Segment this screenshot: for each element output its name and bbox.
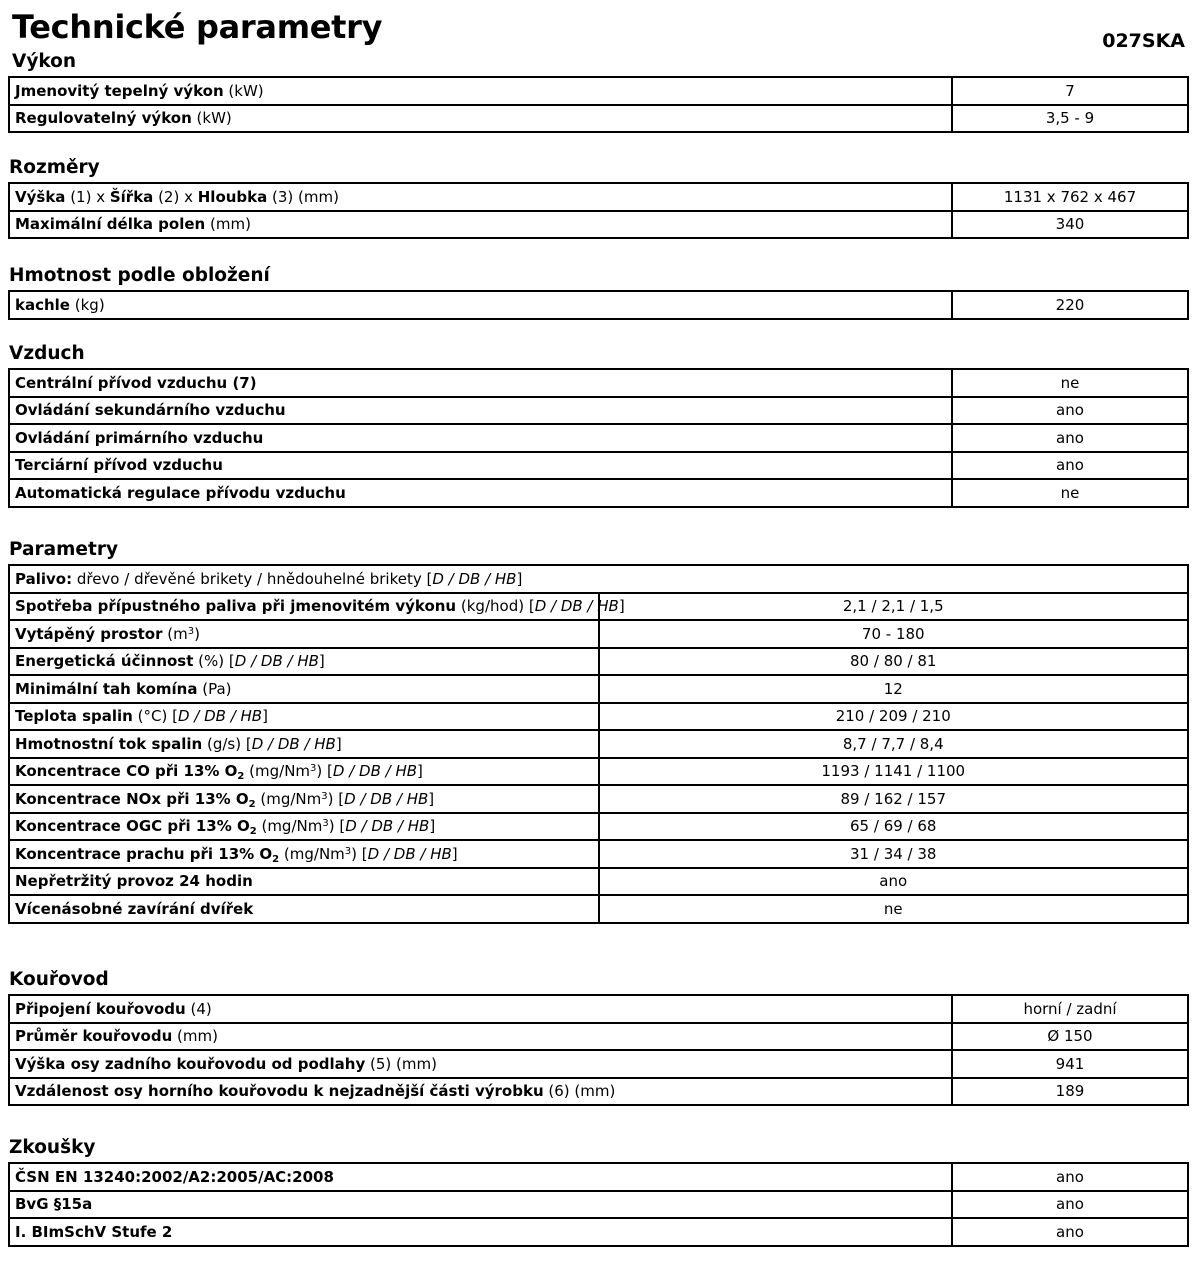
- parameter-value: ano: [599, 868, 1189, 896]
- label-segment: Koncentrace CO při 13% O: [15, 762, 238, 781]
- label-segment: D / DB / HB: [251, 734, 336, 753]
- table-row: [9, 452, 1188, 480]
- label-segment: Automatická regulace přívodu vzduchu: [15, 483, 346, 502]
- parameter-value: 8,7 / 7,7 / 8,4: [599, 730, 1189, 758]
- page-title: Technické parametry: [12, 8, 383, 46]
- model-code: 027SKA: [1102, 30, 1185, 52]
- table-row: [9, 813, 1188, 841]
- parameter-label: [9, 703, 599, 731]
- table-row: [9, 1218, 1188, 1246]
- parameter-label: [9, 1078, 952, 1106]
- parameter-label: [9, 648, 599, 676]
- label-segment: ): [194, 624, 200, 643]
- label-segment: (3) (mm): [267, 187, 339, 206]
- label-segment: Jmenovitý tepelný výkon: [15, 81, 224, 100]
- section: [8, 1134, 1189, 1247]
- table-row: [9, 291, 1188, 319]
- section: [8, 48, 1189, 133]
- label-segment: Spotřeba přípustného paliva při jmenovitém výkonu: [15, 597, 457, 616]
- parameter-value: 7: [952, 77, 1188, 105]
- label-segment: (mg/Nm: [256, 817, 323, 836]
- parameter-value: ano: [952, 1191, 1188, 1219]
- parameter-value: ano: [952, 452, 1188, 480]
- label-segment: (°C) [: [132, 707, 178, 726]
- label-segment: (m: [162, 624, 188, 643]
- table-row: [9, 840, 1188, 868]
- label-segment: 2: [272, 853, 280, 865]
- table-row: [9, 397, 1188, 425]
- label-segment: dřevo / dřevěné brikety / hnědouhelné brikety [: [72, 569, 433, 588]
- parameter-label: [9, 593, 625, 621]
- label-segment: Palivo:: [15, 569, 73, 588]
- section: [8, 966, 1189, 1106]
- table-row: [9, 1191, 1188, 1219]
- parameter-label: [9, 452, 952, 480]
- parameters-table: [8, 994, 1189, 1106]
- label-segment: Ovládání sekundárního vzduchu: [15, 401, 286, 420]
- label-segment: Minimální tah komína: [15, 679, 198, 698]
- parameter-label: [9, 620, 599, 648]
- table-row: [9, 995, 1188, 1023]
- table-row: [9, 77, 1188, 105]
- label-segment: kachle: [15, 295, 70, 314]
- table-row: [9, 479, 1188, 507]
- parameter-value: ano: [952, 424, 1188, 452]
- parameter-value: 1131 x 762 x 467: [952, 183, 1188, 211]
- parameter-label: [9, 211, 952, 239]
- parameter-label: [9, 565, 1188, 593]
- label-segment: 3: [321, 790, 328, 802]
- parameters-table: [8, 290, 1189, 320]
- parameter-value: ne: [952, 479, 1188, 507]
- label-segment: Šířka: [109, 187, 154, 206]
- label-segment: I. BImSchV Stufe 2: [15, 1222, 173, 1241]
- table-row: [9, 565, 1188, 593]
- parameter-label: [9, 868, 599, 896]
- label-segment: Nepřetržitý provoz 24 hodin: [15, 872, 253, 891]
- parameter-label: [9, 813, 599, 841]
- table-row: [9, 105, 1188, 133]
- label-segment: Terciární přívod vzduchu: [15, 456, 223, 475]
- label-segment: 2: [249, 826, 257, 838]
- label-segment: ]: [417, 762, 423, 781]
- parameter-label: [9, 1023, 952, 1051]
- label-segment: Ovládání primárního vzduchu: [15, 428, 264, 447]
- label-segment: Připojení kouřovodu: [15, 999, 186, 1018]
- parameter-value: 65 / 69 / 68: [599, 813, 1189, 841]
- label-segment: 3: [187, 625, 195, 637]
- label-segment: (kg/hod) [: [456, 597, 535, 616]
- parameter-value: 12: [599, 675, 1189, 703]
- label-segment: Vícenásobné zavírání dvířek: [15, 899, 254, 918]
- label-segment: 3: [344, 845, 352, 857]
- label-segment: (4): [185, 999, 212, 1018]
- label-segment: ) [: [351, 844, 368, 863]
- table-row: [9, 1023, 1188, 1051]
- section-title: Hmotnost podle obložení: [9, 265, 270, 286]
- parameter-value: ano: [952, 1218, 1188, 1246]
- parameter-value: 1193 / 1141 / 1100: [599, 758, 1189, 786]
- label-segment: ]: [335, 734, 342, 753]
- label-segment: (mg/Nm: [244, 762, 311, 781]
- parameter-value: 941: [952, 1050, 1188, 1078]
- parameter-label: [9, 424, 952, 452]
- label-segment: D / DB / HB: [344, 789, 429, 808]
- section: [8, 536, 1189, 924]
- parameter-label: [9, 183, 952, 211]
- label-segment: (5) (mm): [365, 1054, 437, 1073]
- parameter-label: [9, 1163, 952, 1191]
- label-segment: (Pa): [197, 679, 232, 698]
- table-row: [9, 183, 1188, 211]
- label-segment: Výška osy zadního kouřovodu od podlahy: [15, 1054, 366, 1073]
- parameter-label: [9, 1050, 952, 1078]
- table-row: [9, 675, 1188, 703]
- label-segment: ]: [262, 707, 268, 726]
- parameters-table: [8, 76, 1189, 133]
- table-row: [9, 895, 1188, 923]
- label-segment: Teplota spalin: [15, 707, 133, 726]
- label-segment: (mm): [172, 1027, 218, 1046]
- label-segment: Vytápěný prostor: [15, 624, 163, 643]
- parameters-table: [8, 182, 1189, 239]
- label-segment: ]: [428, 789, 435, 808]
- label-segment: ]: [318, 652, 325, 671]
- parameter-value: 89 / 162 / 157: [599, 785, 1189, 813]
- label-segment: (kW): [223, 81, 264, 100]
- parameter-value: ano: [952, 1163, 1188, 1191]
- parameter-value: 220: [952, 291, 1188, 319]
- table-row: [9, 648, 1188, 676]
- table-row: [9, 620, 1188, 648]
- parameter-label: [9, 758, 599, 786]
- parameter-label: [9, 1191, 952, 1219]
- label-segment: ) [: [316, 762, 333, 781]
- section: [8, 340, 1189, 508]
- parameters-table: [8, 564, 1189, 924]
- parameter-value: 210 / 209 / 210: [599, 703, 1189, 731]
- parameter-value: 80 / 80 / 81: [599, 648, 1189, 676]
- section-title: Vzduch: [9, 343, 85, 364]
- label-segment: D / DB / HB: [332, 762, 418, 781]
- parameter-label: [9, 785, 599, 813]
- label-segment: (g/s) [: [202, 734, 252, 753]
- label-segment: ) [: [328, 817, 346, 836]
- label-segment: 3: [310, 763, 317, 775]
- label-segment: D / DB / HB: [367, 844, 452, 863]
- parameter-label: [9, 291, 952, 319]
- label-segment: D / DB / HB: [177, 707, 263, 726]
- section-title: Zkoušky: [9, 1137, 96, 1158]
- parameter-label: [9, 77, 952, 105]
- section: [8, 262, 1189, 320]
- label-segment: Koncentrace prachu při 13% O: [15, 844, 273, 863]
- table-row: [9, 1163, 1188, 1191]
- label-segment: Koncentrace NOx při 13% O: [15, 789, 249, 808]
- section: [8, 154, 1189, 239]
- label-segment: 2: [237, 771, 245, 783]
- table-row: [9, 758, 1188, 786]
- parameter-value: ne: [952, 369, 1188, 397]
- table-row: [9, 785, 1188, 813]
- parameters-table: [8, 368, 1189, 508]
- parameter-label: [9, 995, 952, 1023]
- label-segment: Centrální přívod vzduchu (7): [15, 373, 257, 392]
- section-title: Parametry: [9, 539, 119, 560]
- parameter-value: 70 - 180: [599, 620, 1189, 648]
- label-segment: Regulovatelný výkon: [15, 109, 192, 128]
- label-segment: 3: [322, 818, 329, 830]
- label-segment: Hmotnostní tok spalin: [15, 734, 203, 753]
- table-row: [9, 593, 1188, 621]
- label-segment: D / DB / HB: [345, 817, 430, 836]
- table-row: [9, 369, 1188, 397]
- parameter-value: 3,5 - 9: [952, 105, 1188, 133]
- label-segment: (%) [: [193, 652, 235, 671]
- label-segment: Koncentrace OGC při 13% O: [15, 817, 250, 836]
- label-segment: (mm): [205, 215, 251, 234]
- parameter-value: 340: [952, 211, 1188, 239]
- parameters-table: [8, 1162, 1189, 1247]
- parameter-label: [9, 895, 599, 923]
- label-segment: ]: [451, 844, 458, 863]
- label-segment: ]: [618, 597, 625, 616]
- label-segment: ]: [516, 569, 523, 588]
- table-row: [9, 424, 1188, 452]
- label-segment: Výška: [15, 187, 66, 206]
- parameter-value: ano: [952, 397, 1188, 425]
- label-segment: D / DB / HB: [234, 652, 319, 671]
- parameter-label: [9, 369, 952, 397]
- table-row: [9, 868, 1188, 896]
- label-segment: (6) (mm): [543, 1082, 616, 1101]
- parameter-label: [9, 397, 952, 425]
- label-segment: D / DB / HB: [534, 597, 619, 616]
- parameter-value: 31 / 34 / 38: [599, 840, 1189, 868]
- table-row: [9, 730, 1188, 758]
- label-segment: (kg): [69, 295, 105, 314]
- label-segment: (2) x: [153, 187, 198, 206]
- parameter-label: [9, 840, 599, 868]
- label-segment: (kW): [191, 109, 232, 128]
- parameter-label: [9, 479, 952, 507]
- label-segment: Maximální délka polen: [15, 215, 206, 234]
- label-segment: D / DB / HB: [432, 569, 517, 588]
- label-segment: ČSN EN 13240:2002/A2:2005/AC:2008: [15, 1167, 334, 1186]
- label-segment: (1) x: [65, 187, 110, 206]
- table-row: [9, 703, 1188, 731]
- parameter-label: [9, 730, 599, 758]
- table-row: [9, 1050, 1188, 1078]
- section-title: Rozměry: [9, 157, 100, 178]
- label-segment: (mg/Nm: [255, 789, 322, 808]
- parameter-value: 189: [952, 1078, 1188, 1106]
- label-segment: BvG §15a: [15, 1195, 93, 1214]
- label-segment: ) [: [327, 789, 345, 808]
- parameter-label: [9, 675, 599, 703]
- parameter-value: Ø 150: [952, 1023, 1188, 1051]
- label-segment: ]: [429, 817, 436, 836]
- parameter-label: [9, 105, 952, 133]
- label-segment: (mg/Nm: [279, 844, 345, 863]
- parameter-value: horní / zadní: [952, 995, 1188, 1023]
- label-segment: Vzdálenost osy horního kouřovodu k nejzadnější části výrobku: [15, 1082, 544, 1101]
- section-title: Kouřovod: [9, 969, 109, 990]
- label-segment: Energetická účinnost: [15, 652, 194, 671]
- table-row: [9, 1078, 1188, 1106]
- table-row: [9, 211, 1188, 239]
- parameter-value: 2,1 / 2,1 / 1,5: [599, 593, 1189, 621]
- label-segment: Průměr kouřovodu: [15, 1027, 173, 1046]
- parameter-label: [9, 1218, 952, 1246]
- parameter-value: ne: [599, 895, 1189, 923]
- label-segment: 2: [248, 798, 256, 810]
- label-segment: Hloubka: [197, 187, 268, 206]
- section-title: Výkon: [12, 51, 77, 72]
